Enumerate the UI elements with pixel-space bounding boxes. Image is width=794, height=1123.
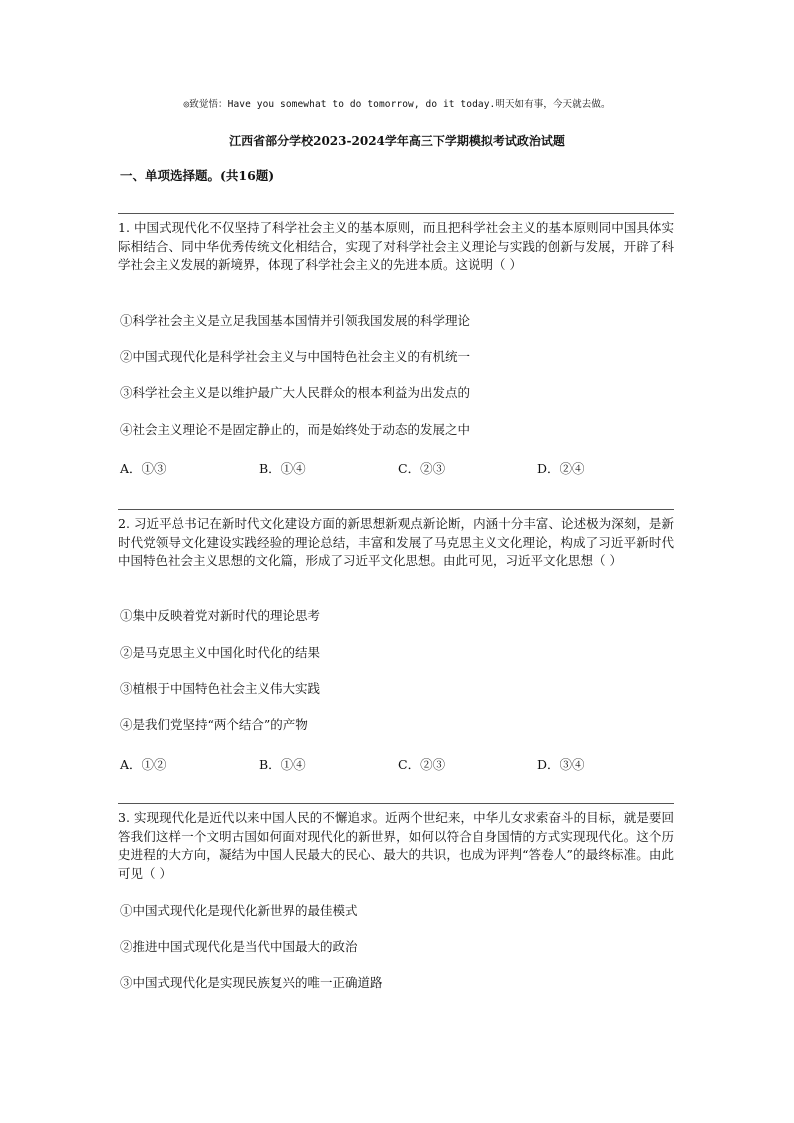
statement-option: ③科学社会主义是以维护最广大人民群众的根本利益为出发点的 bbox=[120, 385, 471, 400]
motto-line: ◎致觉悟：Have you somewhat to do tomorrow, do it today.明天如有事，今天就去做。 bbox=[183, 99, 611, 110]
choice-a[interactable]: A．①② bbox=[120, 757, 167, 772]
choice-a[interactable]: A．①③ bbox=[120, 461, 167, 476]
answer-choices bbox=[120, 755, 600, 773]
question-1 bbox=[118, 213, 674, 483]
statement-option: ③中国式现代化是实现民族复兴的唯一正确道路 bbox=[120, 975, 383, 990]
choice-c[interactable]: C．②③ bbox=[398, 461, 446, 476]
question-divider bbox=[118, 803, 674, 804]
question-divider bbox=[118, 213, 674, 214]
choice-b[interactable]: B．①④ bbox=[259, 757, 306, 772]
answer-choices bbox=[120, 459, 600, 477]
statement-option: ②中国式现代化是科学社会主义与中国特色社会主义的有机统一 bbox=[120, 349, 471, 364]
question-stem: 3. 实现现代化是近代以来中国人民的不懈追求。近两个世纪来，中华儿女求索奋斗的目标，就是要回答我们这样一个文明古国如何面对现代化的新世界，如何以符合自身国情的方式实现现代化。这个历史进程的大方向，凝结为中国人民最大的民心、最大的共识，也成为评判“答卷人”的最终标准。由此可见（ ） bbox=[118, 810, 674, 881]
choice-b[interactable]: B．①④ bbox=[259, 461, 306, 476]
statement-option: ②推进中国式现代化是当代中国最大的政治 bbox=[120, 939, 358, 954]
statement-option: ①科学社会主义是立足我国基本国情并引领我国发展的科学理论 bbox=[120, 313, 471, 328]
question-stem: 1. 中国式现代化不仅坚持了科学社会主义的基本原则，而且把科学社会主义的基本原则同中国具体实际相结合、同中华优秀传统文化相结合，实现了对科学社会主义理论与实践的创新与发展，开辟了科学社会主义发展的新境界，体现了科学社会主义的先进本质。这说明（ ） bbox=[118, 220, 674, 273]
statement-option: ①中国式现代化是现代化新世界的最佳模式 bbox=[120, 903, 358, 918]
statement-option: ④是我们党坚持“两个结合”的产物 bbox=[120, 717, 308, 732]
question-3 bbox=[118, 803, 674, 1003]
statement-option: ①集中反映着党对新时代的理论思考 bbox=[120, 608, 321, 623]
question-2 bbox=[118, 509, 674, 779]
choice-d[interactable]: D．②④ bbox=[537, 461, 585, 476]
section-heading: 一、单项选择题。(共16题) bbox=[120, 168, 275, 183]
statement-option: ②是马克思主义中国化时代化的结果 bbox=[120, 645, 321, 660]
question-stem: 2. 习近平总书记在新时代文化建设方面的新思想新观点新论断，内涵十分丰富、论述极为深刻，是新时代党领导文化建设实践经验的理论总结，丰富和发展了马克思主义文化理论，构成了习近平新时代中国特色社会主义思想的文化篇，形成了习近平文化思想。由此可见，习近平文化思想（ ） bbox=[118, 516, 674, 569]
choice-c[interactable]: C．②③ bbox=[398, 757, 446, 772]
question-divider bbox=[118, 509, 674, 510]
exam-title: 江西省部分学校2023-2024学年高三下学期模拟考试政治试题 bbox=[229, 134, 565, 148]
choice-d[interactable]: D．③④ bbox=[537, 757, 585, 772]
statement-option: ④社会主义理论不是固定静止的，而是始终处于动态的发展之中 bbox=[120, 422, 471, 437]
statement-option: ③植根于中国特色社会主义伟大实践 bbox=[120, 681, 321, 696]
